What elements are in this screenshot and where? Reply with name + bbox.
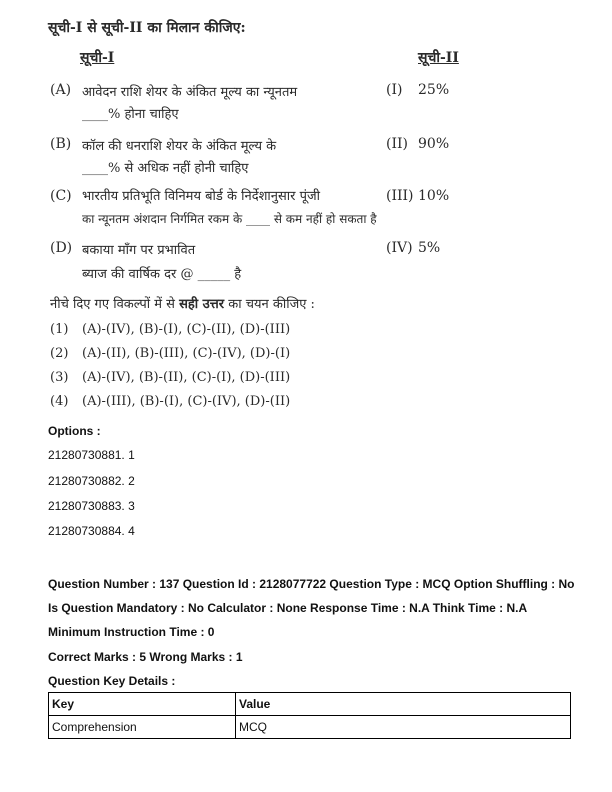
instruction-emphasis: सही उत्तर	[179, 297, 225, 312]
question-heading: सूची-I से सूची-II का मिलान कीजिए:	[48, 20, 246, 36]
row-b-value: 90%	[418, 136, 450, 152]
row-a-roman: (I)	[386, 82, 403, 98]
table-header-key: Key	[49, 693, 236, 716]
question-meta-line2: Is Question Mandatory : No Calculator : None Response Time : N.A Think Time : N.A	[48, 601, 528, 615]
row-d-value: 5%	[418, 240, 441, 256]
row-c-roman: (III)	[386, 188, 414, 204]
choice-2-text: (A)-(II), (B)-(III), (C)-(IV), (D)-(I)	[82, 346, 291, 361]
table-header-value: Value	[236, 693, 571, 716]
options-title: Options :	[48, 424, 101, 438]
table-row	[49, 716, 571, 739]
row-c-label: (C)	[50, 188, 72, 204]
choice-3-text: (A)-(IV), (B)-(II), (C)-(I), (D)-(III)	[82, 370, 291, 385]
choice-4-number: (4)	[50, 394, 69, 409]
row-d-roman: (IV)	[386, 240, 413, 256]
row-a-text-line1: आवेदन राशि शेयर के अंकित मूल्य का न्यूनतम	[82, 85, 298, 100]
list1-title: सूची-I	[80, 50, 115, 66]
row-a-value: 25%	[418, 82, 450, 98]
option-item: 21280730883. 3	[48, 499, 135, 513]
row-d-text-line1: बकाया माँग पर प्रभावित	[82, 243, 196, 258]
row-c-value: 10%	[418, 188, 450, 204]
key-details-title: Question Key Details :	[48, 674, 176, 688]
choice-2-number: (2)	[50, 346, 69, 361]
row-b-label: (B)	[50, 136, 72, 152]
option-item: 21280730882. 2	[48, 474, 135, 488]
marks-line: Correct Marks : 5 Wrong Marks : 1	[48, 650, 243, 664]
key-details-table	[48, 692, 571, 739]
question-meta-line3: Minimum Instruction Time : 0	[48, 625, 215, 639]
option-item: 21280730881. 1	[48, 448, 135, 462]
row-c-text-line1: भारतीय प्रतिभूति विनिमय बोर्ड के निर्देशानुसार पूंजी	[82, 189, 321, 204]
choice-1-number: (1)	[50, 322, 69, 337]
row-a-label: (A)	[50, 82, 72, 98]
instruction-prefix: नीचे दिए गए विकल्पों में से	[50, 297, 180, 312]
row-b-roman: (II)	[386, 136, 408, 152]
table-cell-key: Comprehension	[49, 716, 236, 739]
row-d-text-line2: ब्याज की वार्षिक दर @ _____ है	[82, 267, 242, 282]
choice-3-number: (3)	[50, 370, 69, 385]
instruction-suffix: का चयन कीजिए :	[224, 297, 315, 312]
table-cell-value: MCQ	[236, 716, 571, 739]
list2-title: सूची-II	[418, 50, 459, 66]
row-b-text-line1: कॉल की धनराशि शेयर के अंकित मूल्य के	[82, 139, 277, 154]
row-c-text-line2: का न्यूनतम अंशदान निर्गमित रकम के ____ से कम नहीं हो सकता है	[82, 212, 377, 226]
choice-1-text: (A)-(IV), (B)-(I), (C)-(II), (D)-(III)	[82, 322, 291, 337]
answer-instruction	[50, 294, 315, 312]
question-meta-line1: Question Number : 137 Question Id : 2128077722 Question Type : MCQ Option Shuffling : No	[48, 577, 575, 591]
choice-4-text: (A)-(III), (B)-(I), (C)-(IV), (D)-(II)	[82, 394, 291, 409]
row-d-label: (D)	[50, 240, 73, 256]
row-b-text-line2: ____% से अधिक नहीं होनी चाहिए	[82, 161, 249, 176]
row-a-text-line2: ____% होना चाहिए	[82, 107, 179, 122]
option-item: 21280730884. 4	[48, 524, 135, 538]
table-header-row	[49, 693, 571, 716]
